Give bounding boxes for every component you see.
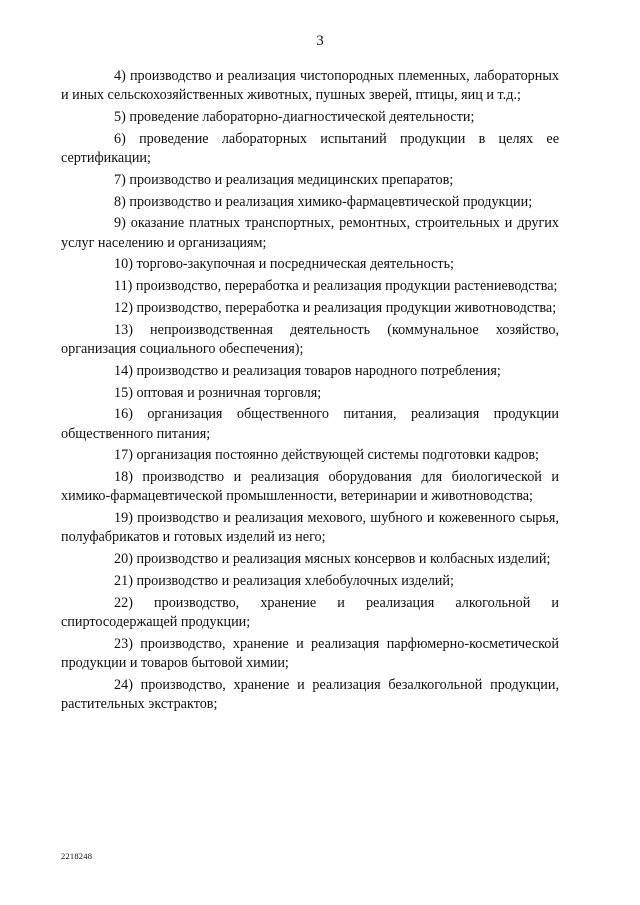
list-item: 14) производство и реализация товаров народного потребления; [114, 362, 501, 379]
list-item: 4) производство и реализация чистопородных племенных, лабораторных и иных сельскохозяйственных животных, пушных зверей, птицы, яиц и т.д.; [61, 68, 559, 104]
list-item: 6) проведение лабораторных испытаний продукции в целях ее сертификации; [61, 130, 559, 166]
list-item: 7) производство и реализация медицинских препаратов; [114, 171, 454, 188]
list-item: 21) производство и реализация хлебобулочных изделий; [114, 572, 454, 589]
list-item: 20) производство и реализация мясных консервов и колбасных изделий; [114, 551, 551, 568]
list-item: 18) производство и реализация оборудования для биологической и химико-фармацевтической промышленности, ветеринарии и животноводства; [61, 469, 559, 505]
list-item: 11) производство, переработка и реализация продукции растениеводства; [114, 278, 558, 295]
list-item: 24) производство, хранение и реализация безалкогольной продукции, растительных экстрактов; [61, 676, 559, 712]
list-item: 22) производство, хранение и реализация алкогольной и спиртосодержащей продукции; [61, 594, 559, 630]
list-item: 9) оказание платных транспортных, ремонтных, строительных и других услуг населению и организациям; [61, 215, 559, 251]
document-code: 2218248 [61, 851, 93, 861]
list-item: 23) производство, хранение и реализация парфюмерно-косметической продукции и товаров бытовой химии; [61, 635, 559, 671]
list-item: 19) производство и реализация мехового, шубного и кожевенного сырья, полуфабрикатов и готовых изделий из него; [61, 510, 559, 546]
list-item: 15) оптовая и розничная торговля; [114, 384, 322, 401]
list-item: 10) торгово-закупочная и посредническая деятельность; [114, 256, 454, 273]
list-item: 5) проведение лабораторно-диагностической деятельности; [114, 109, 475, 125]
list-item: 16) организация общественного питания, реализация продукции общественного питания; [61, 406, 559, 442]
document-body [61, 67, 559, 717]
list-item: 12) производство, переработка и реализация продукции животноводства; [114, 299, 557, 316]
list-item: 8) производство и реализация химико-фармацевтической продукции; [114, 193, 533, 210]
page-number: 3 [316, 33, 324, 49]
list-item: 17) организация постоянно действующей системы подготовки кадров; [114, 447, 539, 464]
list-item: 13) непроизводственная деятельность (коммунальное хозяйство, организация социального обеспечения); [61, 321, 559, 357]
